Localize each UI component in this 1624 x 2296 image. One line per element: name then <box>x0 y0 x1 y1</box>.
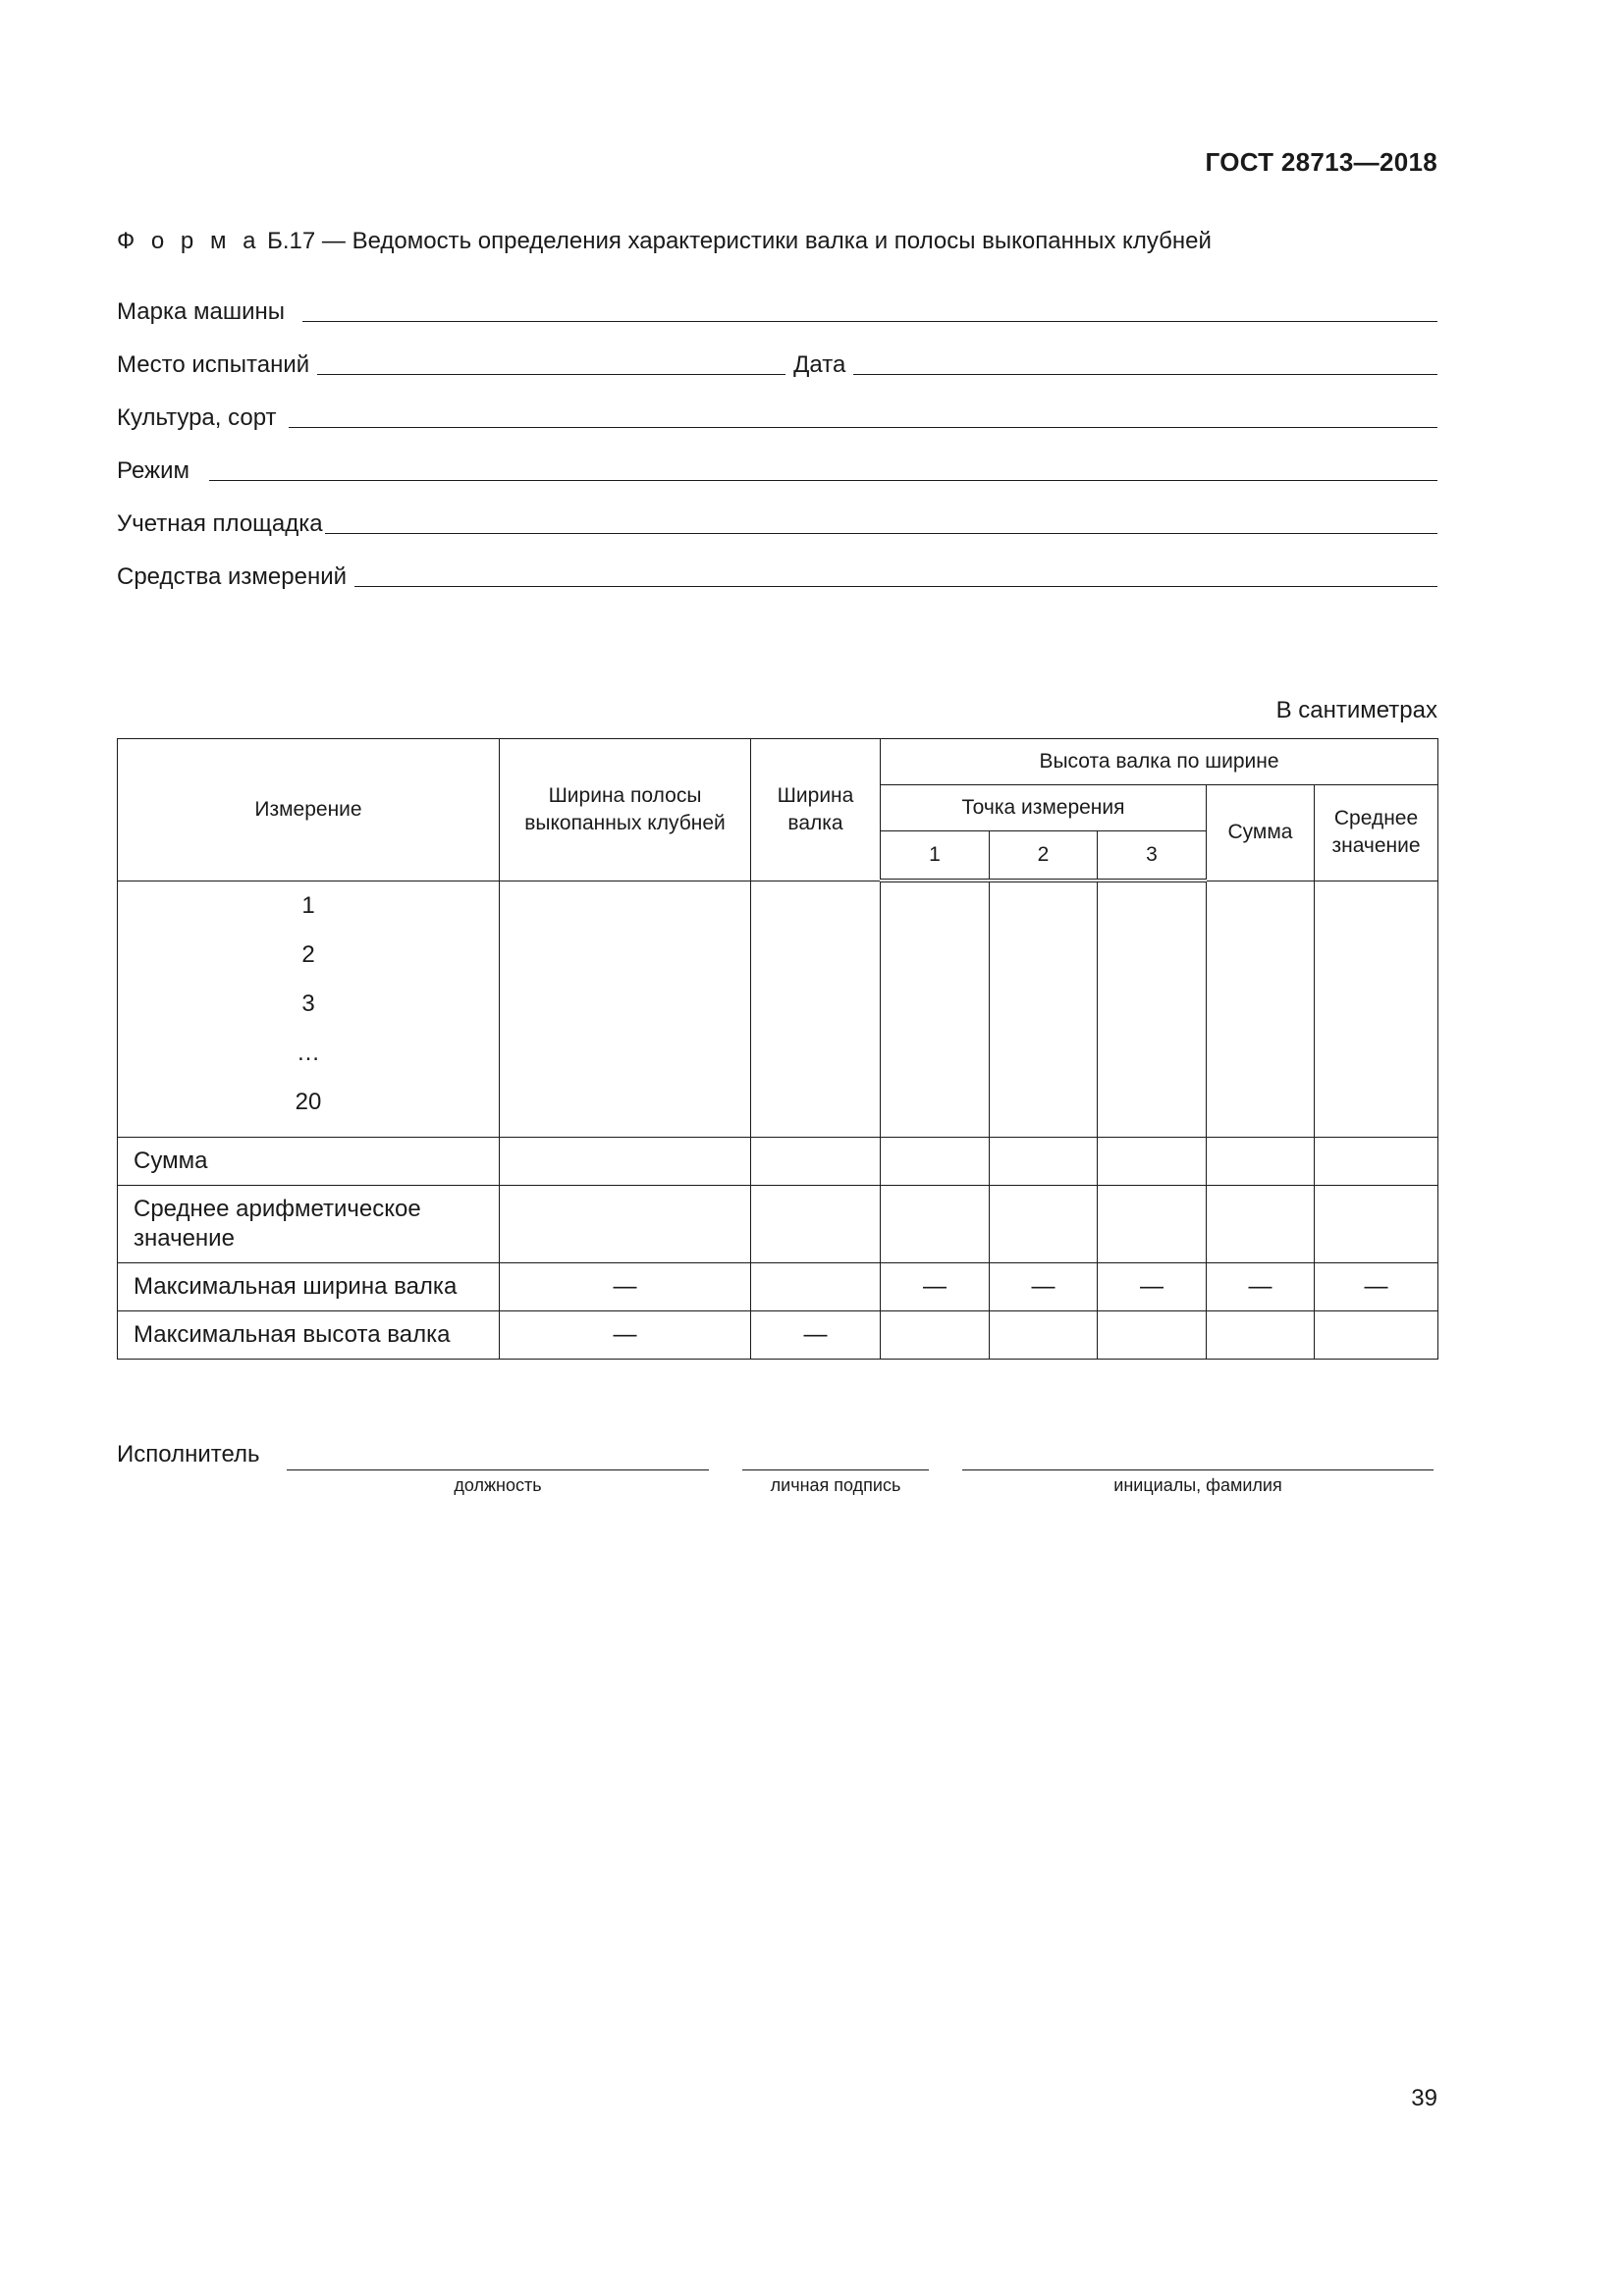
field-plot <box>117 505 1437 538</box>
measurement-numbers <box>118 881 500 1137</box>
table-cell[interactable] <box>500 1137 751 1185</box>
table-cell[interactable] <box>1315 881 1438 1137</box>
field-date-line[interactable] <box>853 373 1437 375</box>
table-cell[interactable] <box>1315 1137 1438 1185</box>
table-cell[interactable] <box>881 881 990 1137</box>
field-mode <box>117 452 1437 485</box>
field-place-date <box>117 346 1437 379</box>
header-sum: Сумма <box>1207 785 1315 881</box>
field-culture <box>117 399 1437 432</box>
name-line[interactable] <box>962 1469 1434 1470</box>
header-point-1: 1 <box>881 831 990 881</box>
table-cell[interactable] <box>751 881 881 1137</box>
dash-cell: — <box>500 1310 751 1359</box>
table-cell[interactable] <box>1315 1185 1438 1262</box>
field-instruments-label: Средства измерений <box>117 563 348 590</box>
header-point-2: 2 <box>990 831 1098 881</box>
position-line[interactable] <box>287 1469 709 1470</box>
header-point-3: 3 <box>1098 831 1207 881</box>
field-culture-line[interactable] <box>289 426 1437 428</box>
row-label-sum: Сумма <box>118 1137 500 1185</box>
header-strip-width: Ширина полосы выкопанных клубней <box>500 739 751 881</box>
performer-label: Исполнитель <box>117 1441 260 1468</box>
table-cell[interactable] <box>881 1310 990 1359</box>
field-place-line[interactable] <box>317 373 785 375</box>
page-number: 39 <box>1411 2085 1437 2111</box>
form-title-text: Б.17 — Ведомость определения характеристики валка и полосы выкопанных клубней <box>260 228 1212 254</box>
row-label-max-height: Максимальная высота валка <box>118 1310 500 1359</box>
caption-position: должность <box>454 1475 542 1495</box>
field-place-label: Место испытаний <box>117 351 310 378</box>
table-cell[interactable] <box>881 1185 990 1262</box>
dash-cell: — <box>1315 1262 1438 1310</box>
form-title <box>117 228 1212 255</box>
dash-cell: — <box>881 1262 990 1310</box>
dash-cell: — <box>990 1262 1098 1310</box>
dash-cell: — <box>1098 1262 1207 1310</box>
table-cell[interactable] <box>1207 881 1315 1137</box>
measurement-number: 1 <box>301 891 315 919</box>
header-mean: Среднее значение <box>1315 785 1438 881</box>
table-row-sum <box>118 1137 1438 1185</box>
table-row-max-height <box>118 1310 1438 1359</box>
table-cell[interactable] <box>990 881 1098 1137</box>
header-measurement-point: Точка измерения <box>881 785 1207 831</box>
field-machine-label: Марка машины <box>117 298 286 325</box>
table-cell[interactable] <box>751 1137 881 1185</box>
table-cell[interactable] <box>1207 1310 1315 1359</box>
table-cell[interactable] <box>1098 1310 1207 1359</box>
table-cell[interactable] <box>1098 1137 1207 1185</box>
field-machine <box>117 293 1437 326</box>
signature-line[interactable] <box>742 1469 929 1470</box>
measurement-number: … <box>297 1039 320 1066</box>
table-cell[interactable] <box>881 1137 990 1185</box>
field-culture-label: Культура, сорт <box>117 404 277 431</box>
table-cell[interactable] <box>1098 881 1207 1137</box>
table-cell[interactable] <box>751 1185 881 1262</box>
field-mode-line[interactable] <box>209 479 1437 481</box>
header-windrow-width: Ширина валка <box>751 739 881 881</box>
field-plot-label: Учетная площадка <box>117 510 323 537</box>
table-cell[interactable] <box>751 1262 881 1310</box>
table-cell[interactable] <box>990 1137 1098 1185</box>
field-instruments <box>117 558 1437 591</box>
header-height-by-width: Высота валка по ширине <box>881 739 1438 785</box>
field-mode-label: Режим <box>117 457 189 484</box>
table-cell[interactable] <box>1098 1185 1207 1262</box>
table-cell[interactable] <box>1207 1185 1315 1262</box>
table-cell[interactable] <box>1315 1310 1438 1359</box>
caption-signature: личная подпись <box>770 1475 901 1495</box>
table-row-measurements <box>118 881 1438 1137</box>
field-instruments-line[interactable] <box>354 585 1437 587</box>
table-cell[interactable] <box>1207 1137 1315 1185</box>
table-cell[interactable] <box>500 881 751 1137</box>
measurement-table <box>117 738 1438 1360</box>
dash-cell: — <box>500 1262 751 1310</box>
table-cell[interactable] <box>990 1310 1098 1359</box>
header-measurement: Измерение <box>118 739 500 881</box>
field-machine-line[interactable] <box>302 320 1437 322</box>
row-label-average: Среднее арифметическое значение <box>118 1185 500 1262</box>
measurement-number: 2 <box>301 940 315 968</box>
table-cell[interactable] <box>990 1185 1098 1262</box>
dash-cell: — <box>751 1310 881 1359</box>
field-plot-line[interactable] <box>325 532 1437 534</box>
table-row-average <box>118 1185 1438 1262</box>
caption-name: инициалы, фамилия <box>1113 1475 1282 1495</box>
dash-cell: — <box>1207 1262 1315 1310</box>
document-number: ГОСТ 28713—2018 <box>1205 147 1437 177</box>
row-label-max-width: Максимальная ширина валка <box>118 1262 500 1310</box>
table-cell[interactable] <box>500 1185 751 1262</box>
measurement-number: 3 <box>301 989 315 1017</box>
field-date-label: Дата <box>793 351 846 378</box>
form-title-prefix: Ф о р м а <box>117 228 261 254</box>
table-row-max-width <box>118 1262 1438 1310</box>
units-note: В сантиметрах <box>1275 697 1437 723</box>
measurement-number: 20 <box>295 1088 322 1115</box>
